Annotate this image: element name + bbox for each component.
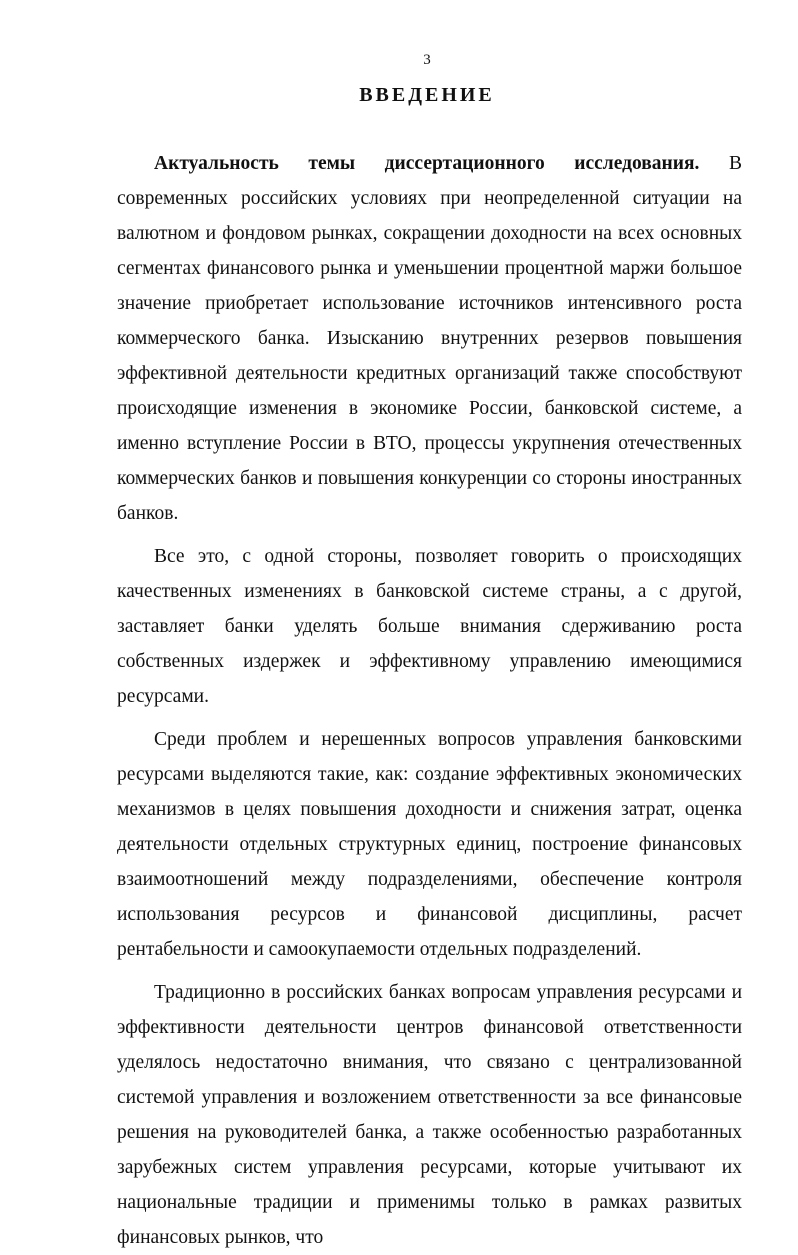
paragraph: Среди проблем и нерешенных вопросов управления банковскими ресурсами выделяются такие, как: создание эффективных экономических механизмов в целях повышения доходности и снижения затрат, оценка деятельности отдельных структурных единиц, построение финансовых взаимоотношений между подразделениями, обеспечение контроля использования ресурсов и финансовой дисциплины, расчет рентабельности и самоокупаемости отдельных подразделений. <box>117 729 742 960</box>
page-title: ВВЕДЕНИЕ <box>359 84 495 106</box>
paragraph: Традиционно в российских банках вопросам управления ресурсами и эффективности деятельности центров финансовой ответственности уделялось недостаточно внимания, что связано с централизованной системой управления и возложением ответственности за все финансовые решения на руководителей банка, а также особенностью разработанных зарубежных систем управления ресурсами, которые учитывают их национальные традиции и применимы только в рамках развитых финансовых рынков, что <box>117 982 742 1248</box>
page-number: 3 <box>423 52 431 68</box>
body-text <box>117 146 742 1255</box>
paragraph <box>117 146 742 531</box>
paragraph-lead: Актуальность темы диссертационного исследования. <box>154 153 700 174</box>
paragraph-text: В современных российских условиях при неопределенной ситуации на валютном и фондовом рынках, сокращении доходности на всех основных сегментах финансового рынка и уменьшении процентной маржи большое значение приобретает использование источников интенсивного роста коммерческого банка. Изысканию внутренних резервов повышения эффективной деятельности кредитных организаций также способствуют происходящие изменения в экономике России, банковской системе, а именно вступление России в ВТО, процессы укрупнения отечественных коммерческих банков и повышения конкуренции со стороны иностранных банков. <box>117 153 742 524</box>
paragraph: Все это, с одной стороны, позволяет говорить о происходящих качественных изменениях в банковской системе страны, а с другой, заставляет банки уделять больше внимания сдерживанию роста собственных издержек и эффективному управлению имеющимися ресурсами. <box>117 546 742 707</box>
